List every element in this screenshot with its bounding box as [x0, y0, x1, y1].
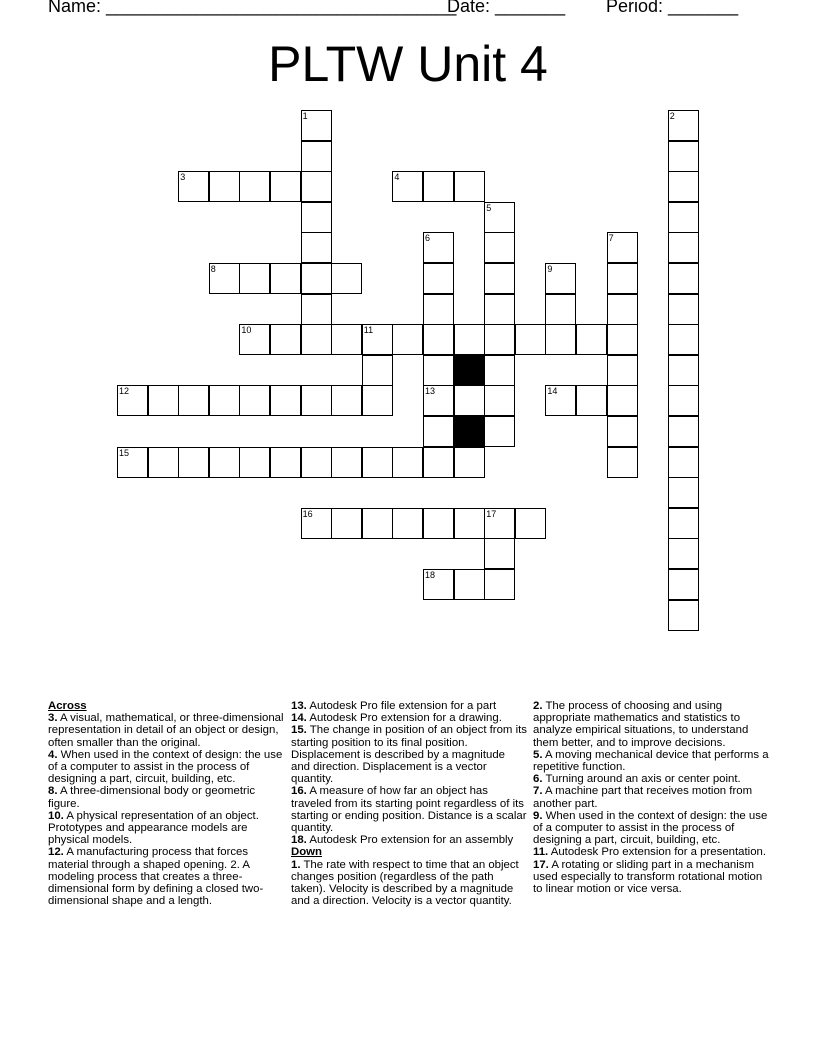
- grid-cell[interactable]: [423, 355, 454, 386]
- grid-cell[interactable]: [545, 324, 576, 355]
- grid-cell[interactable]: [607, 355, 638, 386]
- grid-cell[interactable]: [148, 447, 179, 478]
- grid-cell[interactable]: [301, 324, 332, 355]
- clue: [291, 724, 527, 785]
- clue-text: The process of choosing and using appropriate mathematics and statistics to analyze empirical situations, to understand them better, and to improve decisions.: [533, 700, 749, 749]
- clue: [291, 785, 527, 834]
- blocked-cell: [454, 355, 485, 386]
- grid-cell[interactable]: [270, 324, 301, 355]
- grid-cell[interactable]: [239, 385, 270, 416]
- grid-cell[interactable]: [454, 569, 485, 600]
- grid-cell[interactable]: [668, 171, 699, 202]
- clue: [48, 846, 284, 907]
- clue-number: 17.: [533, 858, 549, 871]
- grid-cell[interactable]: [607, 294, 638, 325]
- clue-number: 7.: [533, 785, 543, 798]
- grid-cell[interactable]: [301, 141, 332, 172]
- clue-number: 10.: [48, 809, 64, 822]
- clue-number: 4.: [48, 748, 58, 761]
- clue-number: 3.: [48, 712, 58, 725]
- clue-number: 14.: [291, 712, 307, 725]
- grid-cell[interactable]: [484, 202, 515, 233]
- clue-number: 1.: [291, 858, 301, 871]
- grid-cell[interactable]: [117, 447, 148, 478]
- grid-cell[interactable]: [331, 447, 362, 478]
- grid-cell[interactable]: [668, 385, 699, 416]
- grid-cell[interactable]: [392, 508, 423, 539]
- grid-cell[interactable]: [423, 385, 454, 416]
- grid-cell[interactable]: [209, 171, 240, 202]
- grid-cell[interactable]: [454, 171, 485, 202]
- clues-column-1: [48, 700, 284, 907]
- clue-text: Autodesk Pro extension for an assembly: [306, 834, 514, 847]
- clue: [291, 834, 527, 846]
- grid-cell[interactable]: [270, 263, 301, 294]
- grid-cell[interactable]: [270, 447, 301, 478]
- grid-cell[interactable]: [362, 324, 393, 355]
- grid-cell[interactable]: [239, 324, 270, 355]
- grid-cell[interactable]: [331, 324, 362, 355]
- clue-number-label: 13: [425, 386, 436, 397]
- clue-number-label: 11: [363, 325, 374, 336]
- grid-cell[interactable]: [576, 324, 607, 355]
- clue-number-label: 16: [302, 508, 313, 519]
- clue-number-label: 8: [210, 264, 216, 274]
- clue-text: A physical representation of an object. Prototypes and appearance models are physical models.: [48, 809, 259, 847]
- clue-number: 15.: [291, 724, 307, 737]
- grid-cell[interactable]: [668, 294, 699, 325]
- grid-cell[interactable]: [515, 508, 546, 539]
- grid-cell[interactable]: [178, 447, 209, 478]
- clue-text: A manufacturing process that forces material through a shaped opening. 2. A modeling process that creates a three-dimensional form by defining a closed two-dimensional shape and a length.: [48, 846, 264, 908]
- clue-text: When used in the context of design: the use of a computer to assist in the process of designing a part, circuit, building, etc.: [533, 809, 768, 847]
- grid-cell[interactable]: [331, 385, 362, 416]
- grid-cell[interactable]: [545, 385, 576, 416]
- clue-number: 12.: [48, 846, 64, 859]
- grid-cell[interactable]: [668, 477, 699, 508]
- grid-cell[interactable]: [301, 171, 332, 202]
- clue-number: 18.: [291, 834, 307, 847]
- clue-number-label: 15: [119, 447, 130, 458]
- grid-cell[interactable]: [545, 263, 576, 294]
- grid-cell[interactable]: [331, 263, 362, 294]
- clue: [291, 700, 527, 712]
- clue-number-label: 17: [486, 508, 497, 519]
- grid-cell[interactable]: [668, 600, 699, 631]
- clue: [533, 749, 769, 773]
- grid-cell[interactable]: [484, 416, 515, 447]
- clue-text: Autodesk Pro extension for a presentation.: [548, 846, 767, 859]
- grid-cell[interactable]: [668, 508, 699, 539]
- grid-cell[interactable]: [362, 447, 393, 478]
- grid-cell[interactable]: [209, 263, 240, 294]
- grid-cell[interactable]: [423, 569, 454, 600]
- across-heading: Across: [48, 700, 87, 712]
- grid-cell[interactable]: [668, 141, 699, 172]
- grid-cell[interactable]: [423, 447, 454, 478]
- grid-cell[interactable]: [484, 385, 515, 416]
- grid-cell[interactable]: [362, 508, 393, 539]
- blocked-cell: [454, 416, 485, 447]
- grid-cell[interactable]: [301, 202, 332, 233]
- grid-cell[interactable]: [668, 538, 699, 569]
- grid-cell[interactable]: [668, 263, 699, 294]
- grid-cell[interactable]: [423, 263, 454, 294]
- grid-cell[interactable]: [668, 202, 699, 233]
- grid-cell[interactable]: [423, 232, 454, 263]
- grid-cell[interactable]: [454, 324, 485, 355]
- grid-cell[interactable]: [607, 324, 638, 355]
- grid-cell[interactable]: [484, 294, 515, 325]
- grid-cell[interactable]: [178, 171, 209, 202]
- clue-number-label: 12: [119, 386, 130, 397]
- grid-cell[interactable]: [301, 232, 332, 263]
- clue-text: A three-dimensional body or geometric figure.: [48, 785, 256, 810]
- clue-number-label: 4: [394, 172, 400, 183]
- grid-cell[interactable]: [668, 355, 699, 386]
- grid-cell[interactable]: [668, 569, 699, 600]
- grid-cell[interactable]: [484, 324, 515, 355]
- grid-cell[interactable]: [454, 385, 485, 416]
- grid-cell[interactable]: [423, 171, 454, 202]
- grid-cell[interactable]: [545, 294, 576, 325]
- clue-text: A measure of how far an object has traveled from its starting point regardless of its starting or ending position. Distance is a scalar quantity.: [291, 785, 527, 835]
- grid-cell[interactable]: [484, 508, 515, 539]
- grid-cell[interactable]: [454, 508, 485, 539]
- grid-cell[interactable]: [607, 447, 638, 478]
- grid-cell[interactable]: [607, 385, 638, 416]
- clue-number-label: 18: [425, 570, 436, 580]
- grid-cell[interactable]: [484, 232, 515, 263]
- clue-text: Turning around an axis or center point.: [542, 773, 741, 786]
- clue: [533, 700, 769, 749]
- clue: [533, 846, 769, 858]
- grid-cell[interactable]: [239, 447, 270, 478]
- grid-cell[interactable]: [301, 385, 332, 416]
- grid-cell[interactable]: [576, 385, 607, 416]
- grid-cell[interactable]: [301, 294, 332, 325]
- clue: [533, 810, 769, 847]
- clue-number-label: 7: [608, 233, 614, 244]
- down-heading: Down: [291, 846, 323, 859]
- grid-cell[interactable]: [515, 324, 546, 355]
- clue: [533, 773, 769, 785]
- grid-cell[interactable]: [392, 324, 423, 355]
- grid-cell[interactable]: [178, 385, 209, 416]
- clue: [291, 859, 527, 908]
- clues-column-2: [291, 700, 527, 907]
- grid-cell[interactable]: [117, 385, 148, 416]
- grid-cell[interactable]: [484, 263, 515, 294]
- clue-number: 9.: [533, 809, 543, 822]
- clue-text: Autodesk Pro extension for a drawing.: [306, 712, 502, 725]
- clue-number-label: 2: [669, 111, 675, 121]
- clue-number-label: 5: [486, 202, 492, 213]
- clue: [291, 712, 527, 724]
- clue: [48, 749, 284, 786]
- grid-cell[interactable]: [301, 447, 332, 478]
- grid-cell[interactable]: [209, 447, 240, 478]
- clue-number-label: 3: [180, 172, 186, 183]
- clue-text: A rotating or sliding part in a mechanism used especially to transform rotational motion to linear motion or vice versa.: [533, 858, 763, 896]
- page-title: PLTW Unit 4: [268, 36, 548, 92]
- grid-cell[interactable]: [423, 508, 454, 539]
- grid-cell[interactable]: [607, 416, 638, 447]
- clue-number-label: 6: [425, 233, 431, 244]
- clue-text: Autodesk Pro file extension for a part: [306, 700, 497, 712]
- grid-cell[interactable]: [301, 508, 332, 539]
- clue: [48, 712, 284, 749]
- clue-number-label: 9: [547, 264, 553, 274]
- clue: [48, 810, 284, 847]
- grid-cell[interactable]: [392, 447, 423, 478]
- clue-text: The change in position of an object from its starting position to its final position. Displacement is described by a magnitude and direction. Displacement is a vector quantity.: [291, 724, 527, 786]
- clue-number: 8.: [48, 785, 58, 798]
- grid-cell[interactable]: [668, 324, 699, 355]
- grid-cell[interactable]: [239, 263, 270, 294]
- grid-cell[interactable]: [209, 385, 240, 416]
- grid-cell[interactable]: [484, 355, 515, 386]
- clue-number-label: 1: [302, 111, 308, 121]
- clue-text: The rate with respect to time that an object changes position (regardless of the path taken). Velocity is described by a magnitude and a direction. Velocity is a vector quantity.: [291, 858, 519, 908]
- clue-text: When used in the context of design: the use of a computer to assist in the process of designing a part, circuit, building, etc.: [48, 748, 283, 786]
- grid-cell[interactable]: [484, 538, 515, 569]
- grid-cell[interactable]: [668, 110, 699, 141]
- grid-cell[interactable]: [362, 385, 393, 416]
- clue: [533, 785, 769, 809]
- clue-text: A visual, mathematical, or three-dimensional representation in detail of an object or design, often smaller than the original.: [48, 712, 284, 749]
- grid-cell[interactable]: [239, 171, 270, 202]
- grid-cell[interactable]: [668, 232, 699, 263]
- clue-number: 13.: [291, 700, 307, 712]
- grid-cell[interactable]: [423, 324, 454, 355]
- grid-cell[interactable]: [607, 263, 638, 294]
- grid-cell[interactable]: [301, 110, 332, 141]
- clue-text: A moving mechanical device that performs a repetitive function.: [533, 748, 769, 774]
- grid-cell[interactable]: [423, 416, 454, 447]
- clue: [533, 859, 769, 896]
- clue-number: 11.: [533, 846, 549, 859]
- period-field[interactable]: Period: _______: [606, 0, 739, 16]
- grid-cell[interactable]: [270, 385, 301, 416]
- clue-number-label: 10: [241, 325, 252, 336]
- clue-number: 2.: [533, 700, 543, 712]
- grid-cell[interactable]: [270, 171, 301, 202]
- clue-number: 5.: [533, 748, 543, 761]
- date-field[interactable]: Date: _______: [447, 0, 566, 16]
- grid-cell[interactable]: [607, 232, 638, 263]
- clue-number: 6.: [533, 773, 543, 786]
- grid-cell[interactable]: [301, 263, 332, 294]
- clue-text: A machine part that receives motion from another part.: [533, 785, 753, 810]
- grid-cell[interactable]: [668, 416, 699, 447]
- grid-cell[interactable]: [392, 171, 423, 202]
- clue: [48, 785, 284, 809]
- clue-number-label: 14: [547, 386, 558, 397]
- grid-cell[interactable]: [423, 294, 454, 325]
- grid-cell[interactable]: [454, 447, 485, 478]
- grid-cell[interactable]: [484, 569, 515, 600]
- grid-cell[interactable]: [148, 385, 179, 416]
- clues-column-3: [533, 700, 769, 895]
- name-field[interactable]: Name: ___________________________________: [48, 0, 457, 16]
- grid-cell[interactable]: [668, 447, 699, 478]
- grid-cell[interactable]: [331, 508, 362, 539]
- grid-cell[interactable]: [362, 355, 393, 386]
- clue-number: 16.: [291, 785, 307, 798]
